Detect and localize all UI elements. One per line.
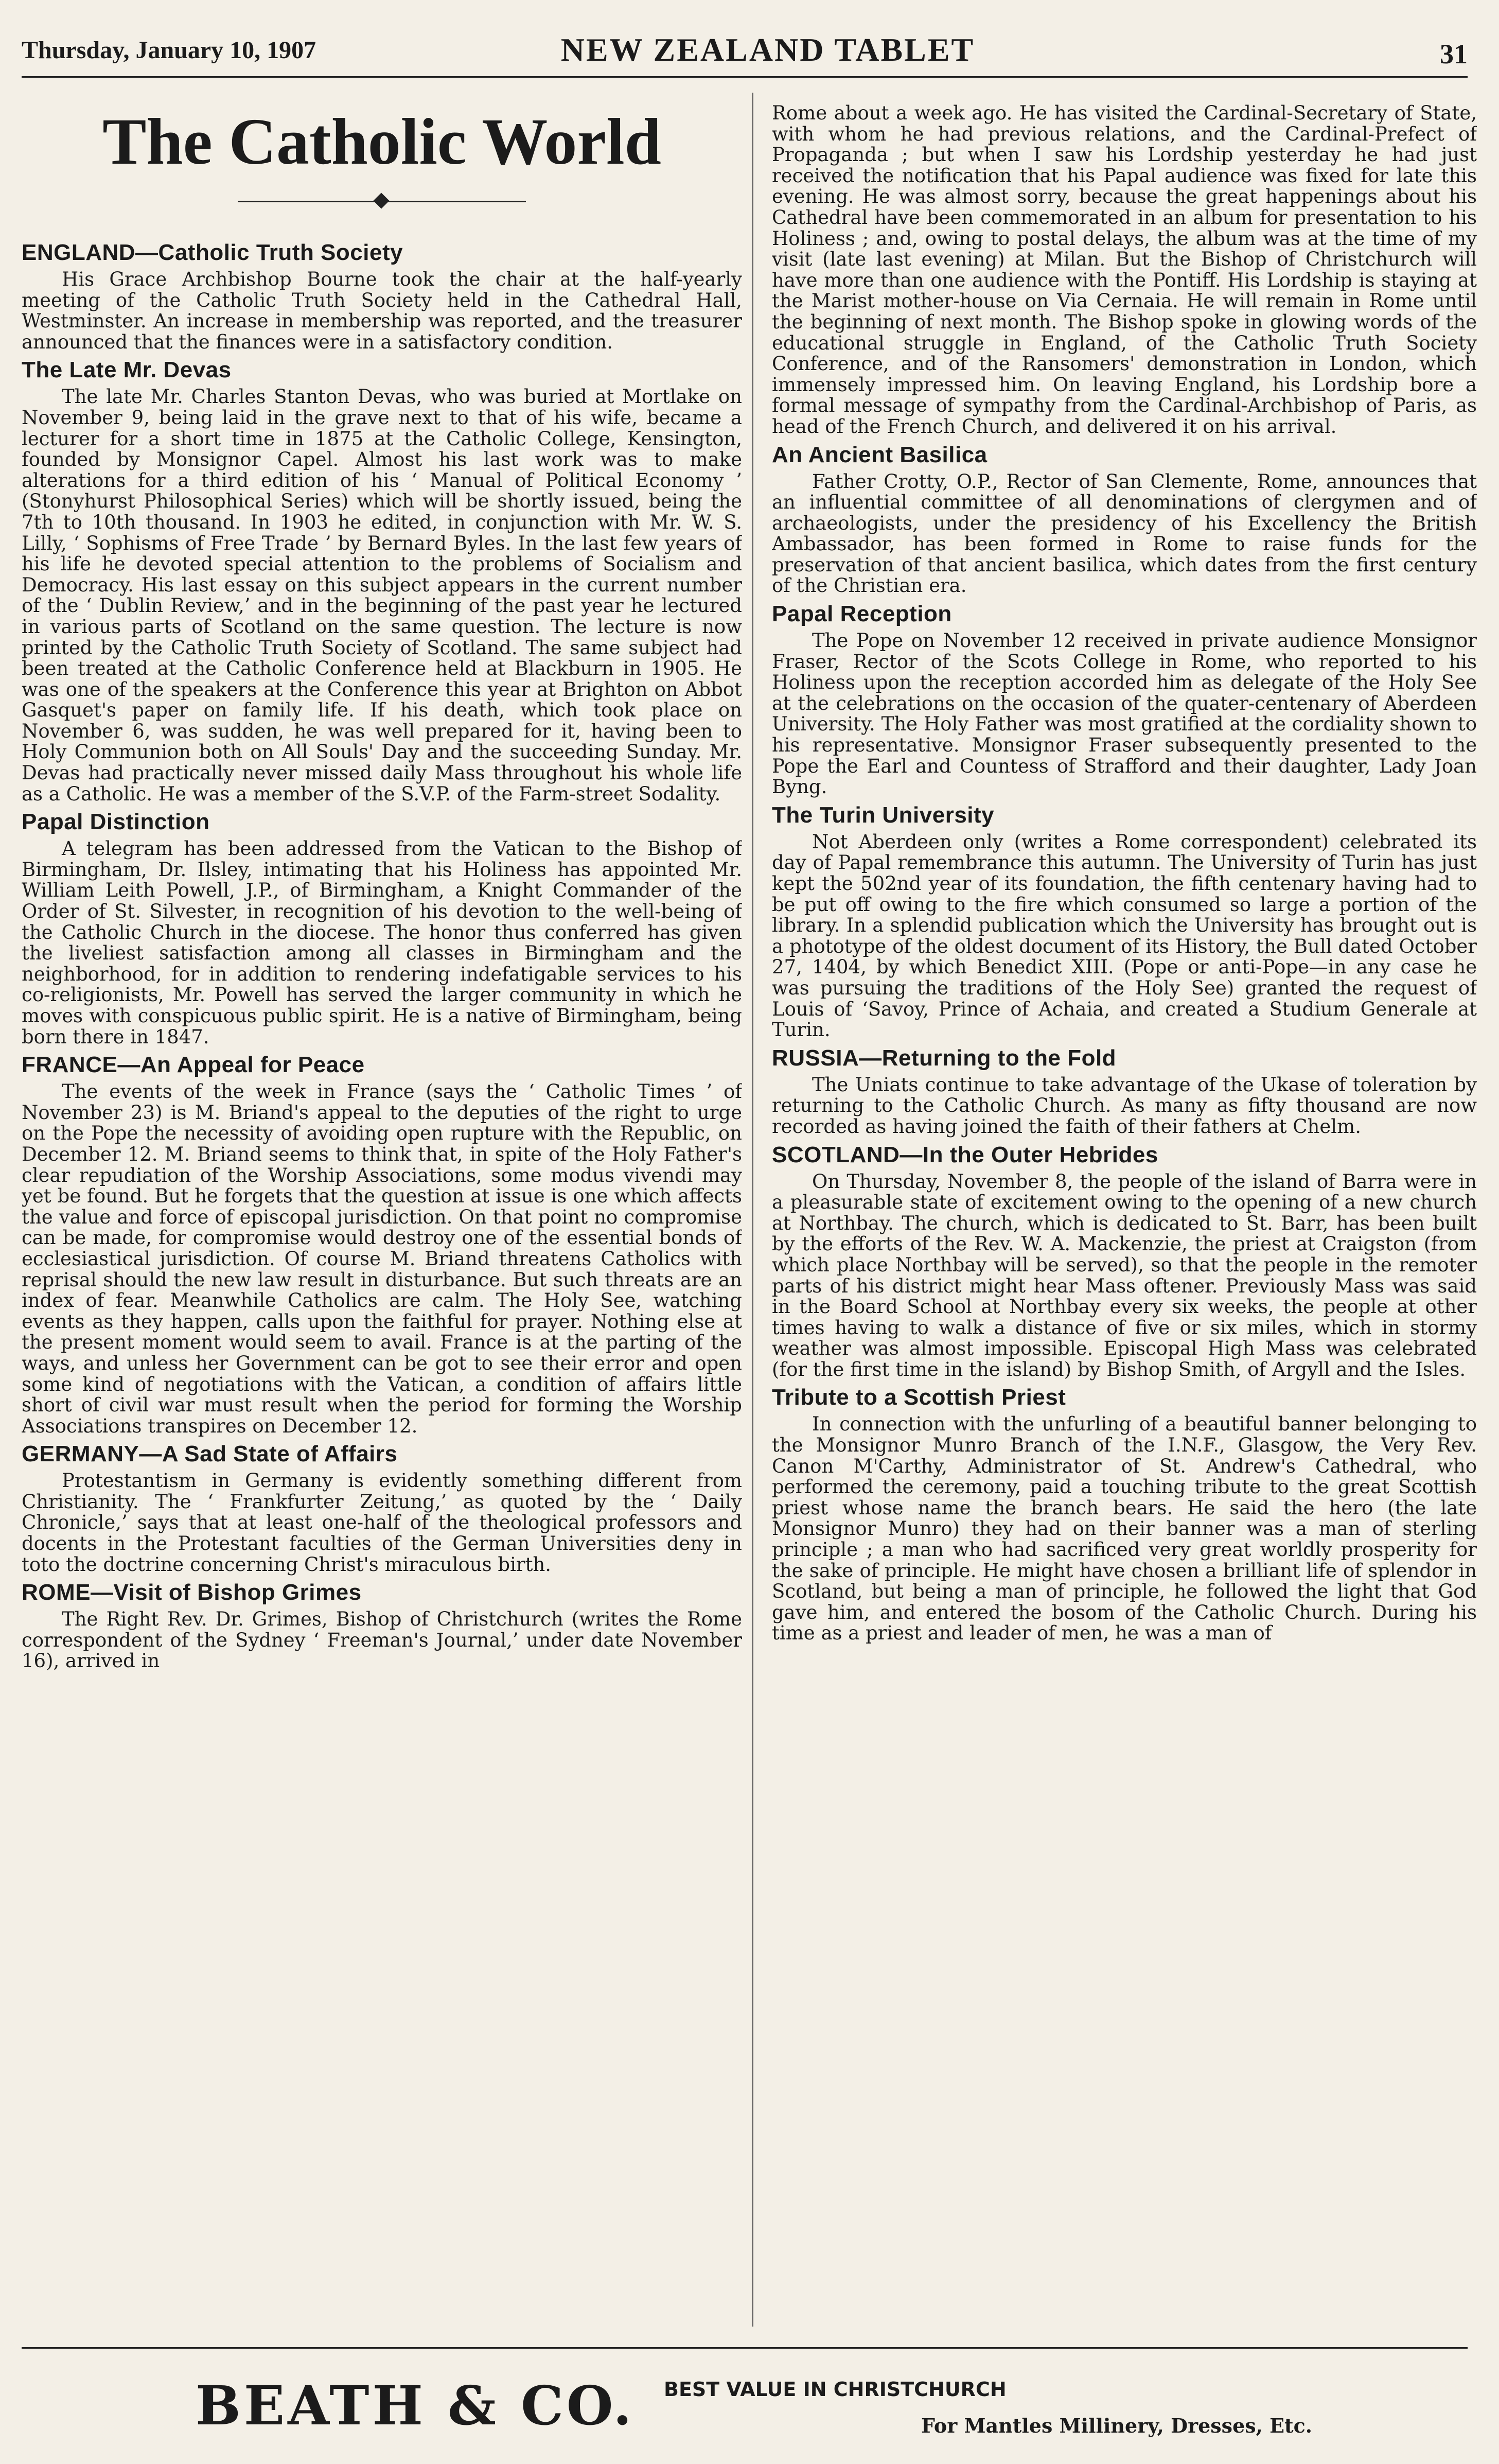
- article-paragraph: The Pope on November 12 received in private audience Monsignor Fraser, Rector of the Scots College in Rome, who reported to his Holiness upon the reception accorded him as delegate of the Holy See at the celebrations on the occasion of the quater-centenary of Aberdeen University. The Holy Father was most gratified at the cordiality shown to his representative. Monsignor Fraser subsequently presented to the Pope the Earl and Countess of Strafford and their daughter, Lady Joan Byng.: [772, 630, 1477, 798]
- right-column: [772, 103, 1477, 2347]
- article: [772, 600, 1477, 798]
- article: [22, 808, 742, 1047]
- article-heading: The Late Mr. Devas: [22, 357, 232, 383]
- article: [772, 1044, 1477, 1138]
- running-head: [22, 31, 1468, 77]
- article: [22, 1578, 742, 1672]
- article-heading: ENGLAND—Catholic Truth Society: [22, 240, 403, 265]
- publication-title: NEW ZEALAND TABLET: [560, 31, 975, 68]
- column-divider: [752, 93, 753, 2327]
- article-heading: FRANCE—An Appeal for Peace: [22, 1052, 365, 1078]
- article: [772, 103, 1477, 438]
- article: [772, 1383, 1477, 1644]
- article-heading: GERMANY—A Sad State of Affairs: [22, 1441, 398, 1467]
- article-paragraph: Rome about a week ago. He has visited the Cardinal-Secretary of State, with whom he had previous relations, and the Cardinal-Prefect of Propaganda ; but when I saw his Lordship yesterday he had just received the notification that his Papal audience was fixed for late this evening. He was almost sorry, because the great happenings about his Cathedral have been commemorated in an album for presentation to his Holiness ; and, owing to postal delays, the album was at the time of my visit (late last evening) at Milan. But the Bishop of Christchurch will have more than one audience with the Pontiff. His Lordship is staying at the Marist mother-house on Via Cernaia. He will remain in Rome until the beginning of next month. The Bishop spoke in glowing words of the educational struggle in England, of the Catholic Truth Society Conference, and of the Ransomers' demonstration in London, which immensely impressed him. On leaving England, his Lordship bore a formal message of sympathy from the Cardinal-Archbishop of Paris, as head of the French Church, and delivered it on his arrival.: [772, 103, 1477, 438]
- article-heading: The Turin University: [772, 802, 995, 828]
- article-heading: SCOTLAND—In the Outer Hebrides: [772, 1142, 1158, 1167]
- article: [772, 801, 1477, 1041]
- article-paragraph: Father Crotty, O.P., Rector of San Clemente, Rome, announces that an influential committee of all denominations of clergymen and of archaeologists, under the presidency of his Excellency the British Ambassador, has been formed in Rome to raise funds for the preservation of that ancient basilica, which dates from the first century of the Christian era.: [772, 470, 1477, 597]
- article-paragraph: His Grace Archbishop Bourne took the chair at the half-yearly meeting of the Catholic Truth Society held in the Cathedral Hall, Westminster. An increase in membership was reported, and the treasurer announced that the finances were in a satisfactory condition.: [22, 268, 742, 353]
- page-number: 31: [1440, 39, 1468, 69]
- article: [22, 1051, 742, 1437]
- diamond-ornament-icon: [373, 193, 389, 208]
- article-heading: Tribute to a Scottish Priest: [772, 1385, 1066, 1410]
- ornamental-rule: [238, 201, 526, 202]
- advert-brand: BEATH & CO.: [196, 2374, 635, 2437]
- article-paragraph: Not Aberdeen only (writes a Rome correspondent) celebrated its day of Papal remembrance this autumn. The University of Turin has just kept the 502nd year of its foundation, the fifth centenary having had to be put off owing to the fire which consumed so large a portion of the library. In a splendid publication which the University has brought out is a phototype of the oldest document of its History, the Bull dated October 27, 1404, by which Benedict XIII. (Pope or anti-Pope—in any case he was pursuing the traditions of the Holy See) granted the request of Louis of ‘Savoy, Prince of Achaia, and created a Studium Generale at Turin.: [772, 830, 1477, 1041]
- article-paragraph: A telegram has been addressed from the Vatican to the Bishop of Birmingham, Dr. Ilsley, intimating that his Holiness has appointed Mr. William Leith Powell, J.P., of Birmingham, a Knight Commander of the Order of St. Silvester, in recognition of his devotion to the well-being of the Catholic Church in the diocese. The honor thus conferred has given the liveliest satisfaction among all classes in Birmingham and the neighborhood, for in addition to rendering indefatigable services to his co-religionists, Mr. Powell has served the larger community in which he moves with conspicuous public spirit. He is a native of Birmingham, being born there in 1847.: [22, 837, 742, 1048]
- section-masthead: The Catholic World: [102, 105, 661, 178]
- footer-rule: [22, 2347, 1468, 2349]
- left-articles: [22, 238, 742, 1672]
- article-paragraph: The late Mr. Charles Stanton Devas, who was buried at Mortlake on November 9, being laid in the grave next to that of his wife, became a lecturer for a short time in 1875 at the Catholic College, Kensington, founded by Monsignor Capel. Almost his last work was to make alterations for a third edition of his ‘ Manual of Political Economy ’ (Stonyhurst Philosophical Series) which will be shortly issued, being the 7th to 10th thousand. In 1903 he edited, in conjunction with Mr. W. S. Lilly, ‘ Sophisms of Free Trade ’ by Bernard Byles. In the last few years of his life he devoted special attention to the problems of Socialism and Democracy. His last essay on this subject appears in the current number of the ‘ Dublin Review,’ and in the beginning of the past year he lectured in various parts of Scotland on the same question. The lecture is now printed by the Catholic Truth Society of Scotland. The same subject had been treated at the Catholic Conference held at Blackburn in 1905. He was one of the speakers at the Conference this year at Brighton on Abbot Gasquet's paper on family life. If his death, which took place on November 6, was sudden, he was well prepared for it, having been to Holy Communion both on All Souls' Day and the succeeding Sunday. Mr. Devas had practically never missed daily Mass throughout his whole life as a Catholic. He was a member of the S.V.P. of the Farm-street Sodality.: [22, 386, 742, 805]
- article-heading: ROME—Visit of Bishop Grimes: [22, 1580, 362, 1605]
- article-paragraph: The Uniats continue to take advantage of the Ukase of toleration by returning to the Catholic Church. As many as fifty thousand are now recorded as having joined the faith of their fathers at Chelm.: [772, 1073, 1477, 1138]
- article: [22, 1440, 742, 1575]
- article-paragraph: Protestantism in Germany is evidently something different from Christianity. The ‘ Frankfurter Zeitung,’ as quoted by the ‘ Daily Chronicle,’ says that at least one-half of the theological professors and docents in the Protestant faculties of the German Universities deny in toto the doctrine concerning Christ's miraculous birth.: [22, 1470, 742, 1576]
- article-paragraph: In connection with the unfurling of a beautiful banner belonging to the Monsignor Munro Branch of the I.N.F., Glasgow, the Very Rev. Canon M'Carthy, Administrator of St. Andrew's Cathedral, who performed the ceremony, paid a touching tribute to the great Scottish priest whose name the branch bears. He said the hero (the late Monsignor Munro) they had on their banner was a man of sterling principle ; a man who had sacrificed very great worldly prosperity for the sake of principle. He might have chosen a brilliant life of splendor in Scotland, but being a man of principle, he followed the light that God gave him, and entered the bosom of the Catholic Church. During his time as a priest and leader of men, he was a man of: [772, 1413, 1477, 1645]
- issue-date: Thursday, January 10, 1907: [22, 37, 316, 64]
- article-paragraph: On Thursday, November 8, the people of the island of Barra were in a pleasurable state of excitement owing to the opening of a new church at Northbay. The church, which is dedicated to St. Barr, has been built by the efforts of the Rev. W. A. Mackenzie, the priest at Craigston (from which place Northbay will be served), so that the people in the remoter parts of his district might hear Mass oftener. Previously Mass was said in the Board School at Northbay every six weeks, the people at other times having to walk a distance of five or six miles, which in stormy weather was almost impossible. Episcopal High Mass was celebrated (for the first time in the island) by Bishop Smith, of Argyll and the Isles.: [772, 1170, 1477, 1380]
- header-rule: [22, 76, 1468, 78]
- article-heading: RUSSIA—Returning to the Fold: [772, 1045, 1117, 1071]
- article: [772, 1141, 1477, 1380]
- article-paragraph: The Right Rev. Dr. Grimes, Bishop of Christchurch (writes the Rome correspondent of the Sydney ‘ Freeman's Journal,’ under date November 16), arrived in: [22, 1608, 742, 1672]
- article: [22, 238, 742, 353]
- left-column: [22, 88, 742, 2332]
- article: [772, 441, 1477, 597]
- advert-line: For Mantles Millinery, Dresses, Etc.: [921, 2414, 1312, 2437]
- article-paragraph: The events of the week in France (says the ‘ Catholic Times ’ of November 23) is M. Briand's appeal to the deputies of the right to urge on the Pope the necessity of avoiding open rupture with the Republic, on December 12. M. Briand seems to think that, in spite of the Holy Father's clear repudiation of the Worship Associations, some modus vivendi may yet be found. But he forgets that the question at issue is one which affects the value and force of episcopal jurisdiction. On that point no compromise can be made, for compromise would destroy one of the essential bonds of ecclesiastical jurisdiction. Of course M. Briand threatens Catholics with reprisal should the new law result in disturbance. But such threats are an index of fear. Meanwhile Catholics are calm. The Holy See, watching events as they happen, calls upon the faithful for prayer. Nothing else at the present moment would seem to avail. France is at the parting of the ways, and unless her Government can be got to see their error and open some kind of negotiations with the Vatican, a condition of affairs little short of civil war must result when the period for forming the Worship Associations transpires on December 12.: [22, 1080, 742, 1437]
- article: [22, 356, 742, 805]
- advert-tagline: BEST VALUE IN CHRISTCHURCH: [664, 2378, 1007, 2401]
- right-articles: [772, 103, 1477, 1644]
- article-heading: Papal Reception: [772, 601, 952, 627]
- article-heading: Papal Distinction: [22, 809, 210, 835]
- article-heading: An Ancient Basilica: [772, 442, 987, 467]
